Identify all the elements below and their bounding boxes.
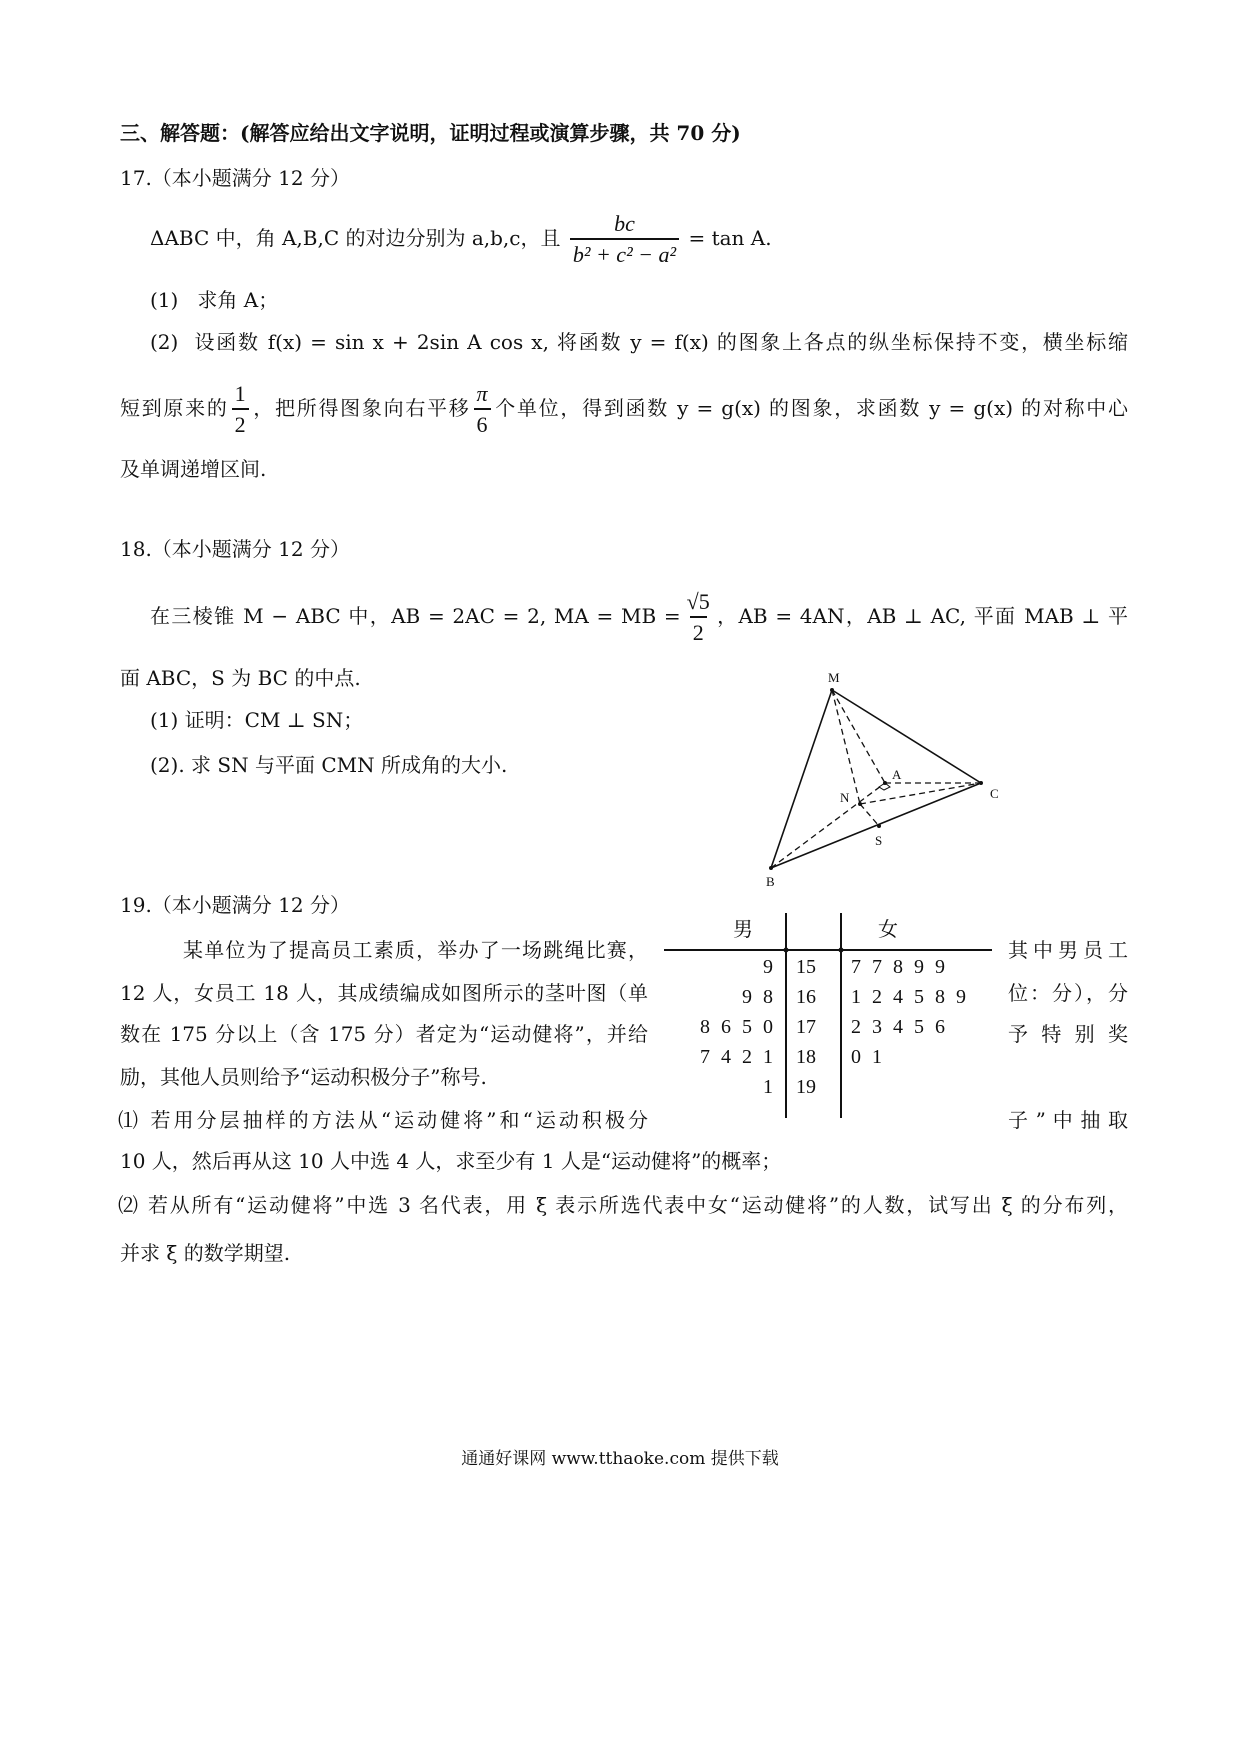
q18-part1: (1) 证明：CM ⊥ SN； [150, 708, 364, 732]
q19-part2-line2: 并求 ξ 的数学期望. [120, 1241, 291, 1265]
fraction-numerator: 1 [234, 380, 246, 406]
q19-part1-line1: ⑴ 若用分层抽样的方法从“运动健将”和“运动积极分 [118, 1108, 648, 1132]
stem-leaf-female-cell: 2 3 4 5 6 [851, 1016, 945, 1038]
fraction-denominator: 2 [232, 408, 249, 440]
footer: 通通好课网 www.tthaoke.com 提供下载 [461, 1449, 779, 1469]
text-segment: ，把所得图象向右平移 [251, 396, 471, 420]
fraction-denominator: 2 [690, 616, 707, 648]
part-number: (2) [150, 330, 179, 354]
q18-stem-line2: 面 ABC，S 为 BC 的中点. [120, 666, 361, 690]
stem-leaf-stem-cell: 18 [796, 1046, 816, 1068]
q19-line-2: 12 人，女员工 18 人，其成绩编成如图所示的茎叶图（单 [120, 981, 648, 1005]
stem-leaf-male-cell: 9 [763, 956, 773, 978]
text-segment: ，AB = 4AN，AB ⊥ AC, 平面 MAB ⊥ 平 [715, 604, 1128, 628]
stem-leaf-female-cell: 7 7 8 9 9 [851, 956, 945, 978]
q19-line-4: 励，其他人员则给予“运动积极分子”称号. [120, 1065, 487, 1089]
label-B: B [766, 874, 775, 889]
q19-line-1: 某单位为了提高员工素质，举办了一场跳绳比赛， [183, 938, 648, 962]
text-segment: 短到原来的 [120, 396, 229, 420]
q18-part2: (2). 求 SN 与平面 CMN 所成角的大小. [150, 753, 508, 777]
fraction-numerator: π [476, 380, 488, 406]
q17-header: 17.（本小题满分 12 分） [120, 166, 350, 190]
q19-right-1: 其中男员工 [1008, 938, 1128, 962]
label-C: C [990, 786, 999, 801]
q19-right-3: 予 特 别 奖 [1008, 1022, 1128, 1046]
fraction-denominator: 6 [474, 408, 491, 440]
stem-leaf-male-cell: 7 4 2 1 [700, 1046, 773, 1068]
part-text: 求角 A； [197, 288, 279, 312]
q19-right-2: 位：分），分 [1008, 981, 1128, 1005]
q19-header: 19.（本小题满分 12 分） [120, 893, 350, 917]
q19-line-3: 数在 175 分以上（含 175 分）者定为“运动健将”，并给 [120, 1022, 648, 1046]
fraction-numerator: √5 [686, 588, 710, 614]
q17-stem-rhs: = tan A. [688, 226, 772, 250]
section-title: 三、解答题：(解答应给出文字说明，证明过程或演算步骤，共 70 分) [120, 121, 741, 145]
stem-leaf-male-cell: 8 6 5 0 [700, 1016, 773, 1038]
part-number: (1) [150, 288, 179, 312]
stem-leaf-female-cell: 0 1 [851, 1046, 882, 1068]
text-segment: 在三棱锥 M − ABC 中，AB = 2AC = 2, MA = MB = [150, 604, 681, 628]
label-A: A [892, 767, 902, 782]
q17-stem-text: ΔABC 中，角 A,B,C 的对边分别为 a,b,c，且 [150, 226, 561, 250]
label-S: S [875, 833, 883, 848]
part-text: 设函数 f(x) = sin x + 2sin A cos x, 将函数 y = f(x) 的图象上各点的纵坐标保持不变，横坐标缩 [194, 330, 1128, 354]
stem-leaf-male-cell: 9 8 [742, 986, 773, 1008]
stem-leaf-stem-cell: 19 [796, 1076, 816, 1098]
label-M: M [828, 670, 840, 685]
stem-leaf-stem-cell: 16 [796, 986, 816, 1008]
q19-part1-line2: 10 人，然后再从这 10 人中选 4 人，求至少有 1 人是“运动健将”的概率； [120, 1149, 782, 1173]
fraction-denominator: b² + c² − a² [570, 238, 679, 270]
q19-part2-line1: ⑵ 若从所有“运动健将”中选 3 名代表，用 ξ 表示所选代表中女“运动健将”的人数，试写出 ξ 的分布列， [118, 1193, 1128, 1217]
stem-leaf-stem-cell: 17 [796, 1016, 816, 1038]
female-header: 女 [878, 919, 898, 941]
stem-leaf-male-cell: 1 [763, 1076, 773, 1098]
q19-right-4: 子 ” 中 抽 取 [1008, 1108, 1128, 1132]
q17-part2-line3: 及单调递增区间. [120, 457, 267, 481]
text-segment: 个单位，得到函数 y = g(x) 的图象，求函数 y = g(x) 的对称中心 [493, 396, 1128, 420]
stem-leaf-stem-cell: 15 [796, 956, 816, 978]
stem-leaf-female-cell: 1 2 4 5 8 9 [851, 986, 966, 1008]
male-header: 男 [733, 919, 753, 941]
q18-header: 18.（本小题满分 12 分） [120, 537, 350, 561]
fraction-numerator: bc [614, 210, 635, 236]
label-N: N [840, 790, 850, 805]
